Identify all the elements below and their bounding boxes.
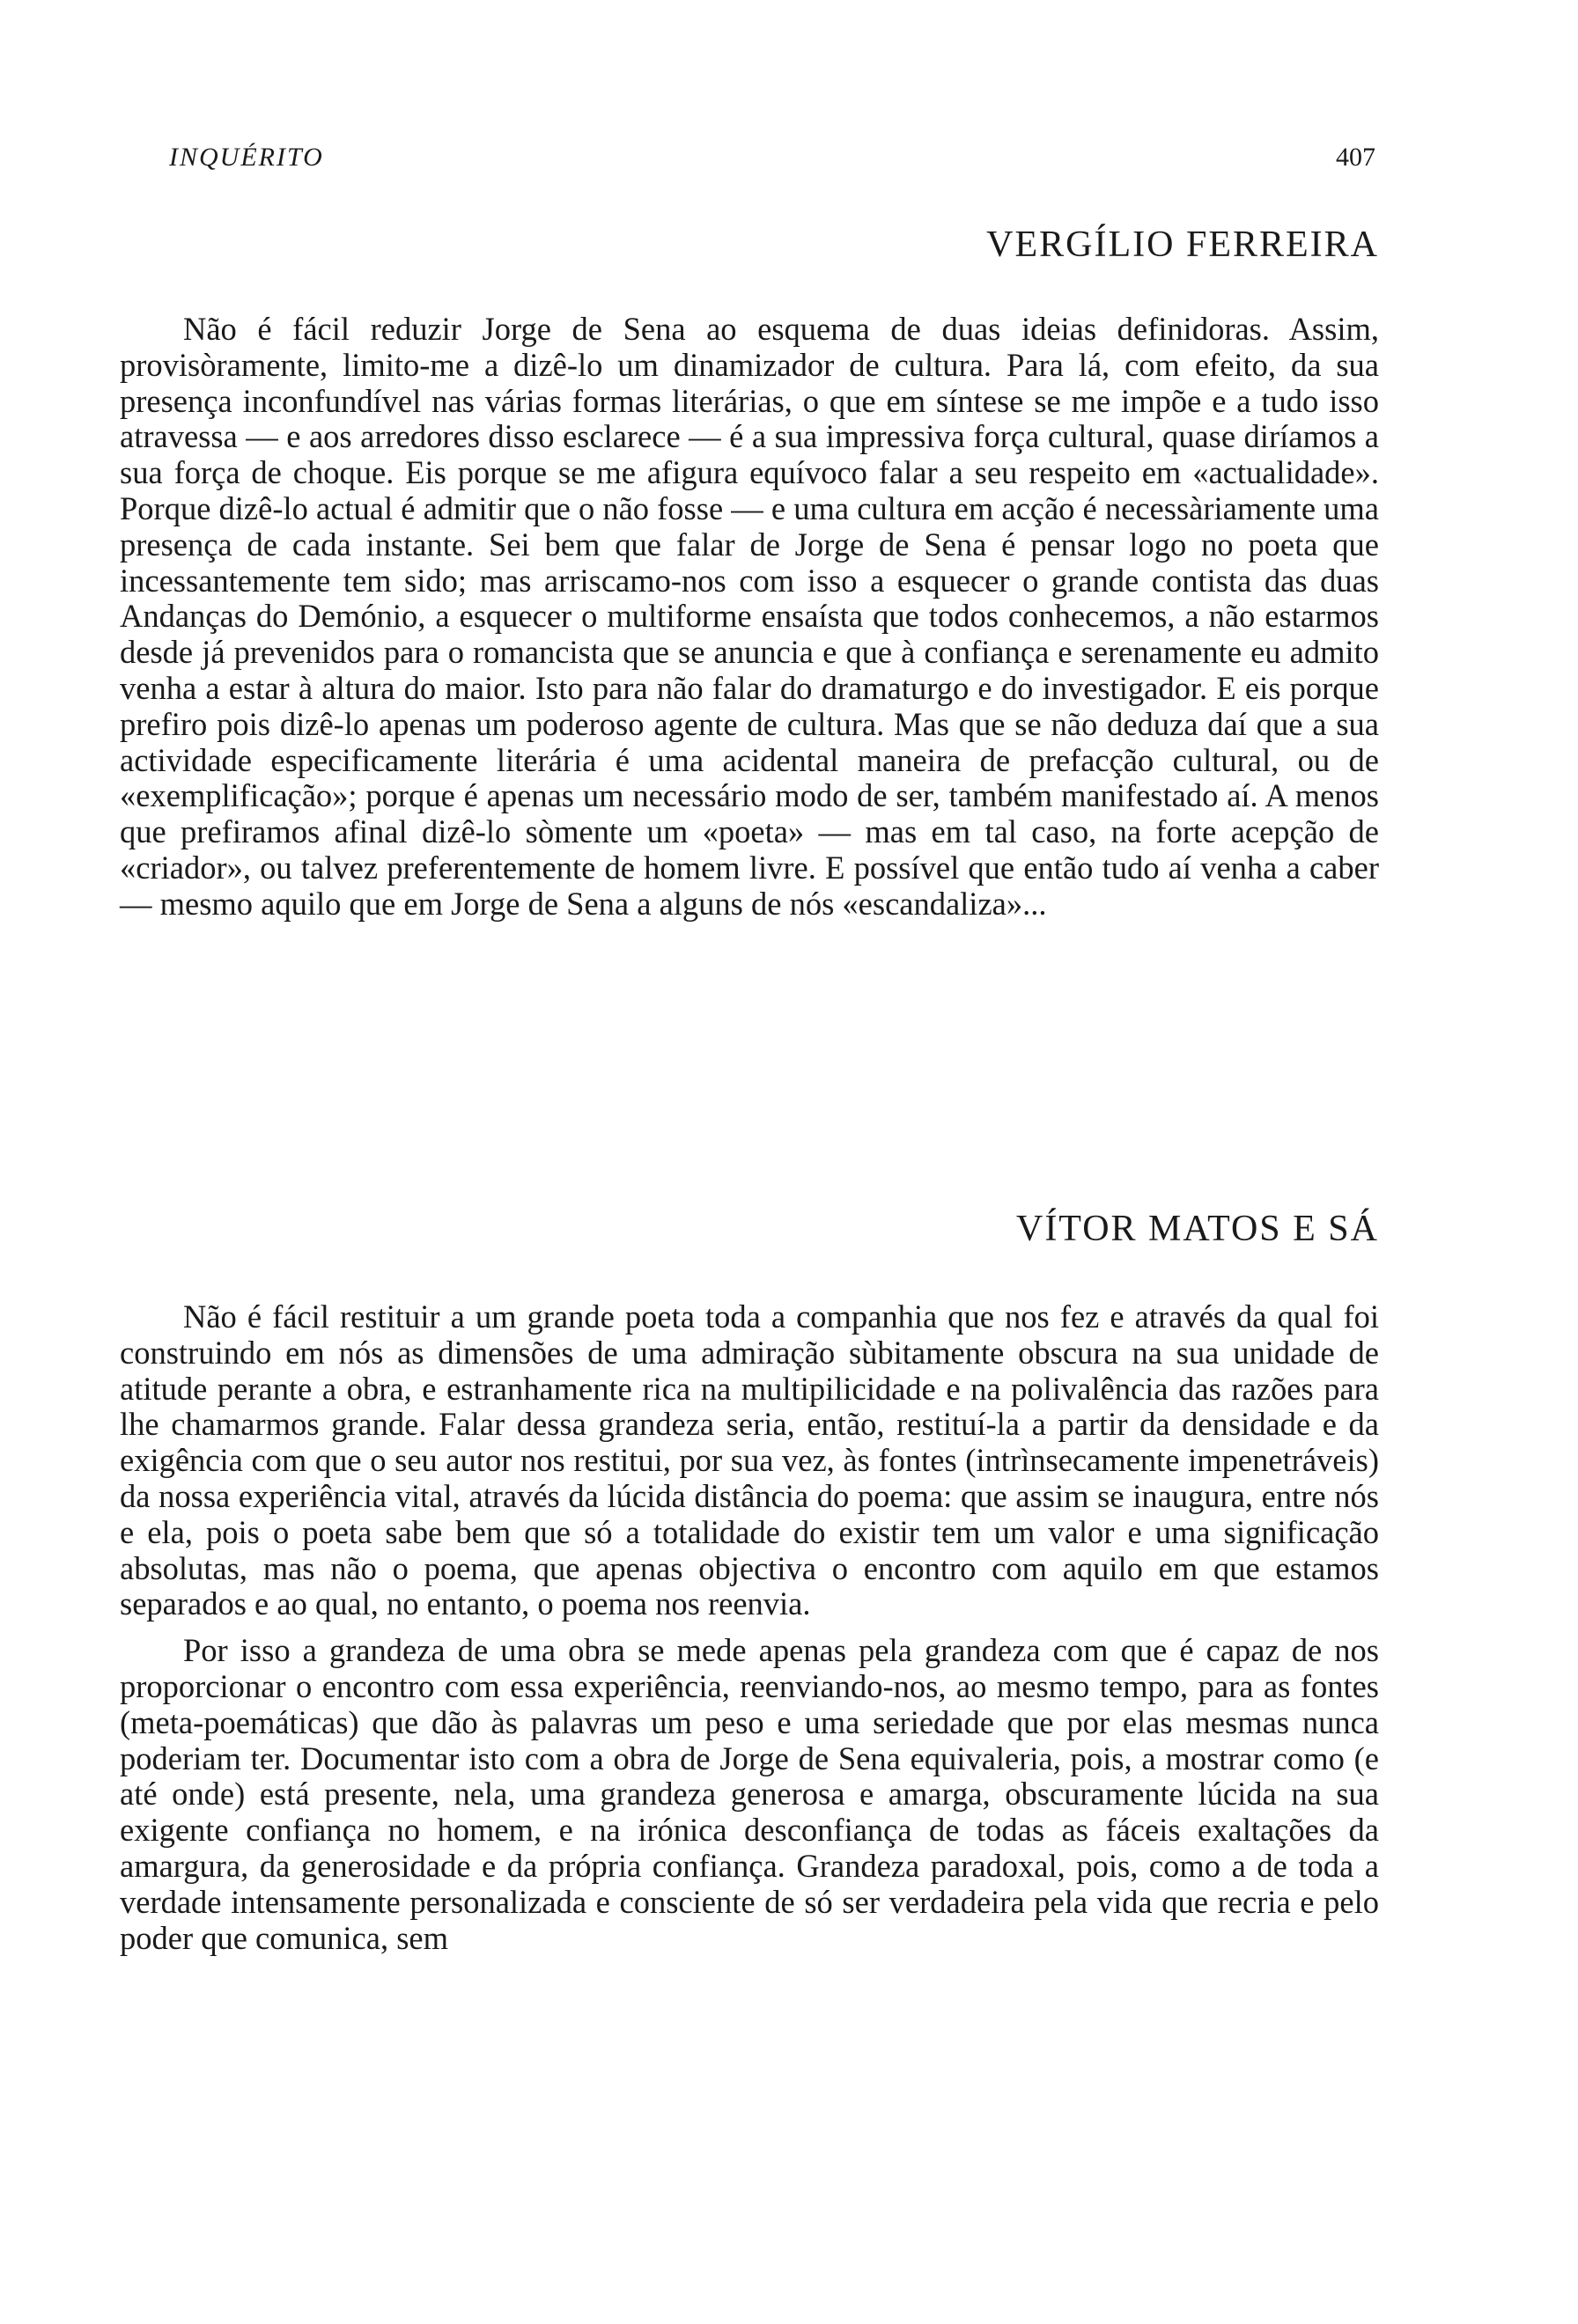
section-vitor-matos-e-sa	[120, 1208, 1379, 1956]
paragraph: Por isso a grandeza de uma obra se mede apenas pela grandeza com que é capaz de nos proporcionar o encontro com essa experiência, reenviando-nos, ao mesmo tempo, para as fontes (meta-poemáticas) que dão às palavras um peso e uma seriedade que por elas mesmas nunca poderiam ter. Documentar isto com a obra de Jorge de Sena equivaleria, pois, a mostrar como (e até onde) está presente, nela, uma grandeza generosa e amarga, obscuramente lúcida na sua exigente confiança no homem, e na irónica desconfiança de todas as fáceis exaltações da amargura, da generosidade e da própria confiança. Grandeza paradoxal, pois, como a de toda a verdade intensamente personalizada e consciente de só ser verdadeira pela vida que recria e pelo poder que comunica, sem	[120, 1632, 1379, 1956]
section-vergilio-ferreira	[120, 224, 1379, 923]
section-heading: VÍTOR MATOS E SÁ	[1015, 1209, 1379, 1249]
page-number: 407	[1336, 143, 1375, 172]
section-heading: VERGÍLIO FERREIRA	[986, 224, 1379, 265]
paragraph: Não é fácil restituir a um grande poeta toda a companhia que nos fez e através da qual foi construindo em nós as dimensões de uma admiração sùbitamente obscura na sua unidade de atitude perante a obra, e estranhamente rica na multipilicidade e na polivalência das razões para lhe chamarmos grande. Falar dessa grandeza seria, então, restituí-la a partir da densidade e da exigência com que o seu autor nos restitui, por sua vez, às fontes (intrìnsecamente impenetráveis) da nossa experiência vital, através da lúcida distância do poema: que assim se inaugura, entre nós e ela, pois o poeta sabe bem que só a totalidade do existir tem um valor e uma significação absolutas, mas não o poema, que apenas objectiva o encontro com aquilo em que estamos separados e ao qual, no entanto, o poema nos reenvia.	[120, 1298, 1379, 1622]
paragraph: Não é fácil reduzir Jorge de Sena ao esquema de duas ideias definidoras. Assim, provisòramente, limito-me a dizê-lo um dinamizador de cultura. Para lá, com efeito, da sua presença inconfundível nas várias formas literárias, o que em síntese se me impõe e a tudo isso atravessa — e aos arredores disso esclarece — é a sua impressiva força cultural, quase diríamos a sua força de choque. Eis porque se me afigura equívoco falar a seu respeito em «actualidade». Porque dizê-lo actual é admitir que o não fosse — e uma cultura em acção é necessàriamente uma presença de cada instante. Sei bem que falar de Jorge de Sena é pensar logo no poeta que incessantemente tem sido; mas arriscamo-nos com isso a esquecer o grande contista das duas Andanças do Demónio, a esquecer o multiforme ensaísta que todos conhecemos, a não estarmos desde já prevenidos para o romancista que se anuncia e que à confiança e serenamente eu admito venha a estar à altura do maior. Isto para não falar do dramaturgo e do investigador. E eis porque prefiro pois dizê-lo apenas um poderoso agente de cultura. Mas que se não deduza daí que a sua actividade especificamente literária é uma acidental maneira de prefacção cultural, ou de «exemplificação»; porque é apenas um necessário modo de ser, também manifestado aí. A menos que prefiramos afinal dizê-lo sòmente um «poeta» — mas em tal caso, na forte acepção de «criador», ou talvez preferentemente de homem livre. E possível que então tudo aí venha a caber — mesmo aquilo que em Jorge de Sena a alguns de nós «escandaliza»...	[120, 311, 1379, 922]
running-head	[169, 143, 1375, 178]
running-title: INQUÉRITO	[169, 143, 324, 172]
